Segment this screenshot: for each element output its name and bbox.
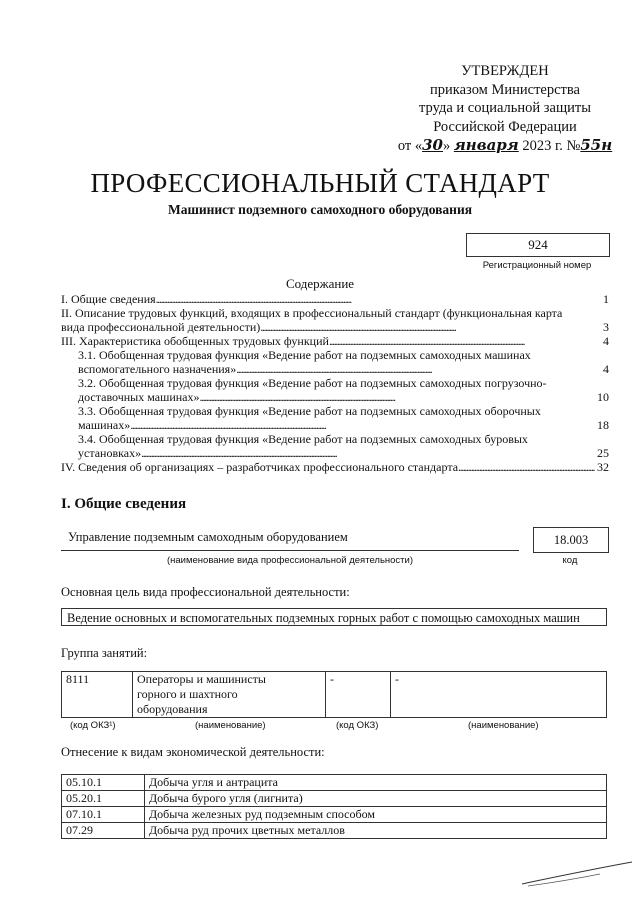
activity-caption: (наименование вида профессиональной деятельности) xyxy=(166,555,414,566)
activity-code-caption: код xyxy=(562,555,578,566)
signature-mark xyxy=(520,858,635,888)
toc-item-1[interactable] xyxy=(61,292,609,306)
activity-name: Управление подземным самоходным оборудованием xyxy=(68,530,348,544)
table-row xyxy=(62,775,607,791)
toc-item-3-2[interactable] xyxy=(61,376,609,404)
order-number: 55н xyxy=(580,136,613,154)
toc-item-text: 3.2. Обобщенная трудовая функция «Ведение работ на подземных самоходных погрузочно- xyxy=(78,376,547,390)
toc-item-3-4[interactable] xyxy=(61,432,609,460)
toc-item-text-cont: вида профессиональной деятельности) xyxy=(61,320,261,334)
caption-okz-code: (код ОКЗ¹) xyxy=(70,720,116,731)
toc-item-text-cont: вспомогательного назначения» xyxy=(78,362,237,376)
toc-item-page: 3 xyxy=(603,320,609,334)
okved-code: 07.10.1 xyxy=(62,807,145,823)
approval-country: Российской Федерации xyxy=(433,118,577,135)
approval-ministry: труда и социальной защиты xyxy=(419,100,591,116)
toc-item-text: 3.4. Обобщенная трудовая функция «Ведение работ на подземных самоходных буровых xyxy=(78,432,528,446)
toc-item-text: 3.3. Обобщенная трудовая функция «Ведение работ на подземных самоходных оборочных xyxy=(78,404,541,418)
toc-item-page: 4 xyxy=(603,334,609,348)
toc-item-text: II. Описание трудовых функций, входящих в профессиональный стандарт (функциональная карта xyxy=(61,306,563,320)
registration-label: Регистрационный номер xyxy=(482,260,592,271)
okz-name-1-line: горного и шахтного xyxy=(137,687,238,701)
caption-okz-code-2: (код ОКЗ) xyxy=(336,720,379,731)
okved-name: Добыча железных руд подземным способом xyxy=(145,807,607,823)
date-day: 30 xyxy=(422,136,443,154)
toc-item-text: IV. Сведения об организациях – разработчиках профессионального стандарта xyxy=(61,460,459,474)
toc-item-3[interactable] xyxy=(61,334,609,348)
toc-item-3-3[interactable] xyxy=(61,404,609,432)
okz-code-1: 8111 xyxy=(62,672,133,718)
toc-item-page: 4 xyxy=(603,362,609,376)
toc-item-page: 1 xyxy=(603,292,609,306)
date-prefix: от « xyxy=(397,138,423,154)
toc-item-2[interactable] xyxy=(61,306,609,334)
toc-heading: Содержание xyxy=(285,276,355,291)
activity-underline xyxy=(61,550,519,551)
document-title: ПРОФЕССИОНАЛЬНЫЙ СТАНДАРТ xyxy=(90,168,550,198)
table-row xyxy=(62,807,607,823)
okved-name: Добыча руд прочих цветных металлов xyxy=(145,823,607,839)
toc-item-text-cont: машинах» xyxy=(78,418,131,432)
approval-block xyxy=(370,62,640,156)
okved-code: 05.10.1 xyxy=(62,775,145,791)
activity-code-box: 18.003 xyxy=(533,527,609,553)
caption-name: (наименование) xyxy=(195,720,266,731)
toc-item-text: 3.1. Обобщенная трудовая функция «Ведение работ на подземных самоходных машинах xyxy=(78,348,531,362)
toc-item-page: 25 xyxy=(597,446,609,460)
date-month: января xyxy=(453,136,519,154)
okved-code: 07.29 xyxy=(62,823,145,839)
table-row xyxy=(62,791,607,807)
date-year: 2023 г. № xyxy=(522,138,581,154)
document-subtitle: Машинист подземного самоходного оборудования xyxy=(167,202,473,217)
table-row xyxy=(62,672,607,718)
toc-item-page: 10 xyxy=(597,390,609,404)
approval-title: УТВЕРЖДЕН xyxy=(461,63,549,79)
okz-name-2: - xyxy=(391,672,607,718)
goal-label: Основная цель вида профессиональной деятельности: xyxy=(61,585,350,599)
okved-code: 05.20.1 xyxy=(62,791,145,807)
okz-name-1 xyxy=(133,672,326,718)
caption-name-2: (наименование) xyxy=(468,720,539,731)
econ-label: Отнесение к видам экономической деятельности: xyxy=(61,745,325,759)
toc-item-page: 18 xyxy=(597,418,609,432)
okz-name-1-line: оборудования xyxy=(137,702,208,716)
toc-item-text-cont: доставочных машинах» xyxy=(78,390,200,404)
okved-name: Добыча угля и антрацита xyxy=(145,775,607,791)
toc-item-4[interactable] xyxy=(61,460,609,474)
okved-name: Добыча бурого угля (лигнита) xyxy=(145,791,607,807)
goal-box: Ведение основных и вспомогательных подземных горных работ с помощью самоходных машин xyxy=(61,608,607,626)
registration-number-box: 924 xyxy=(466,233,610,257)
approval-date xyxy=(370,136,640,156)
section-heading: I. Общие сведения xyxy=(61,496,187,512)
okz-code-2: - xyxy=(326,672,391,718)
toc-item-text: I. Общие сведения xyxy=(61,292,156,306)
toc-item-3-1[interactable] xyxy=(61,348,609,376)
toc-item-text-cont: установках» xyxy=(78,446,142,460)
economic-activity-table xyxy=(61,774,607,839)
group-label: Группа занятий: xyxy=(61,646,148,660)
toc-item-text: III. Характеристика обобщенных трудовых функций xyxy=(61,334,329,348)
date-mid: » xyxy=(442,138,451,154)
table-of-contents xyxy=(61,292,609,474)
okz-name-1-line: Операторы и машинисты xyxy=(137,672,266,686)
occupation-group-table xyxy=(61,671,607,718)
table-row xyxy=(62,823,607,839)
toc-item-page: 32 xyxy=(597,460,609,474)
approval-order: приказом Министерства xyxy=(430,81,580,98)
